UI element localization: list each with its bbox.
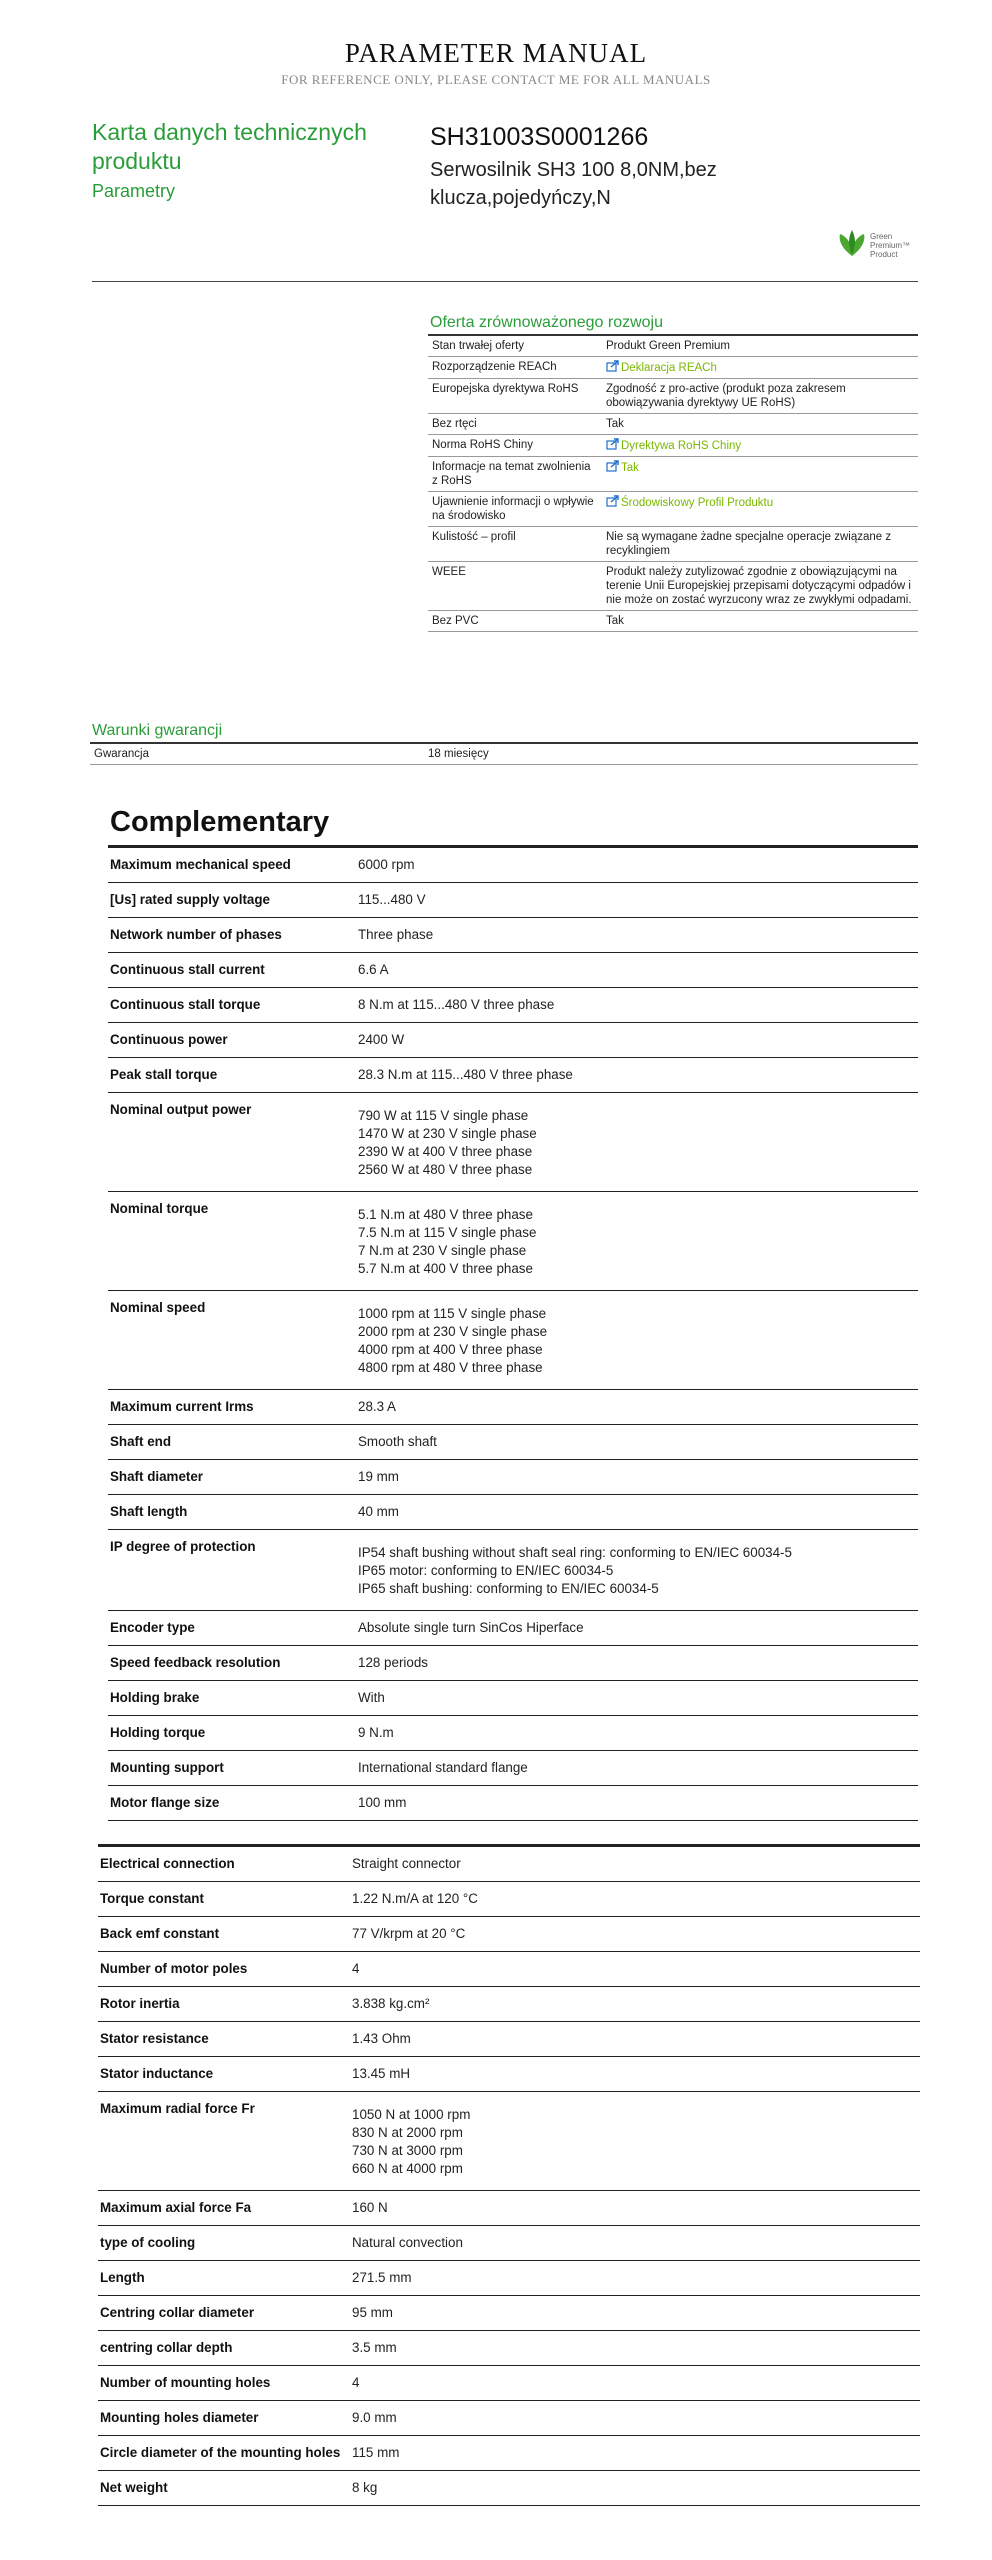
spec-value-line: 830 N at 2000 rpm bbox=[352, 2125, 463, 2140]
table-row bbox=[428, 562, 918, 611]
spec-label bbox=[108, 1460, 358, 1495]
spec-row bbox=[98, 2331, 920, 2366]
spec-label bbox=[108, 1390, 358, 1425]
spec-value bbox=[352, 2366, 920, 2401]
logo-text bbox=[870, 232, 910, 259]
spec-label bbox=[98, 1882, 352, 1917]
spec-row bbox=[108, 1192, 918, 1291]
spec-label bbox=[108, 918, 358, 953]
spec-label bbox=[98, 1846, 352, 1882]
row-label: Gwarancja bbox=[90, 743, 424, 765]
manual-subtitle: FOR REFERENCE ONLY, PLEASE CONTACT ME FOR ALL MANUALS bbox=[281, 72, 711, 87]
logo-text-3: Product bbox=[870, 250, 898, 259]
spec-value-line: 160 N bbox=[352, 2200, 388, 2215]
spec-label bbox=[108, 988, 358, 1023]
row-value: 18 miesięcy bbox=[424, 743, 918, 765]
spec-value bbox=[358, 1058, 918, 1093]
spec-value bbox=[358, 988, 918, 1023]
spec-value-line: Three phase bbox=[358, 927, 434, 942]
spec-value-line: 100 mm bbox=[358, 1795, 407, 1810]
spec-value-line: 730 N at 3000 rpm bbox=[352, 2143, 463, 2158]
row-label: Bez rtęci bbox=[428, 414, 602, 435]
spec-label bbox=[108, 1058, 358, 1093]
row-link[interactable]: Tak bbox=[621, 462, 639, 474]
spec-label-text: Nominal output power bbox=[110, 1102, 252, 1117]
spec-label-text: Mounting support bbox=[110, 1760, 224, 1775]
spec-value-line: 77 V/krpm at 20 °C bbox=[352, 1926, 466, 1941]
spec-label-text: Length bbox=[100, 2270, 145, 2285]
spec-value bbox=[352, 2401, 920, 2436]
table-row bbox=[428, 379, 918, 414]
spec-label bbox=[108, 1530, 358, 1611]
spec-value-line: Natural convection bbox=[352, 2235, 463, 2250]
spec-row bbox=[98, 2226, 920, 2261]
spec-row bbox=[98, 2261, 920, 2296]
table-row bbox=[428, 335, 918, 357]
sustainability-heading: Oferta zrównoważonego rozwoju bbox=[430, 314, 664, 331]
spec-label-text: Motor flange size bbox=[110, 1795, 220, 1810]
spec-label-text: Electrical connection bbox=[100, 1856, 235, 1871]
spec-value-line: 3.5 mm bbox=[352, 2340, 397, 2355]
spec-row bbox=[98, 1917, 920, 1952]
spec-label-text: Continuous power bbox=[110, 1032, 228, 1047]
spec-label-text: centring collar depth bbox=[100, 2340, 233, 2355]
spec-value-line: 2400 W bbox=[358, 1032, 405, 1047]
spec-label bbox=[98, 1987, 352, 2022]
spec-row bbox=[98, 2296, 920, 2331]
spec-label bbox=[98, 2191, 352, 2226]
table-row bbox=[428, 527, 918, 562]
spec-value-line: 115...480 V bbox=[358, 892, 426, 907]
spec-value-line: International standard flange bbox=[358, 1760, 528, 1775]
spec-label bbox=[98, 2296, 352, 2331]
spec-value-line: 2390 W at 400 V three phase bbox=[358, 1144, 533, 1159]
row-link-cell bbox=[602, 457, 918, 492]
spec-value-line: 28.3 N.m at 115...480 V three phase bbox=[358, 1067, 573, 1082]
spec-row bbox=[108, 1058, 918, 1093]
sheet-title-block bbox=[92, 118, 412, 204]
spec-row bbox=[108, 988, 918, 1023]
product-description: Serwosilnik SH3 100 8,0NM,bez klucza,pojedyńczy,N bbox=[430, 159, 717, 209]
spec-value-line: 6000 rpm bbox=[358, 857, 415, 872]
spec-row bbox=[98, 1846, 920, 1882]
row-value: Produkt Green Premium bbox=[602, 335, 918, 357]
spec-value-line: 5.7 N.m at 400 V three phase bbox=[358, 1261, 533, 1276]
row-value: Nie są wymagane żadne specjalne operacje związane z recyklingiem bbox=[602, 527, 918, 562]
spec-value bbox=[358, 883, 918, 918]
row-link[interactable]: Dyrektywa RoHS Chiny bbox=[621, 440, 742, 452]
spec-label bbox=[98, 2022, 352, 2057]
spec-value-line: Absolute single turn SinCos Hiperface bbox=[358, 1620, 584, 1635]
spec-label-text: Number of motor poles bbox=[100, 1961, 248, 1976]
spec-label bbox=[108, 1681, 358, 1716]
spec-label-text: Shaft length bbox=[110, 1504, 188, 1519]
spec-label-text: Network number of phases bbox=[110, 927, 282, 942]
spec-row bbox=[98, 2436, 920, 2471]
specifications-table bbox=[98, 1844, 920, 2506]
spec-row bbox=[108, 1611, 918, 1646]
spec-label-text: Nominal speed bbox=[110, 1300, 206, 1315]
spec-value-line: 4000 rpm at 400 V three phase bbox=[358, 1342, 543, 1357]
spec-label bbox=[98, 1952, 352, 1987]
spec-label-text: Net weight bbox=[100, 2480, 168, 2495]
spec-label bbox=[108, 1495, 358, 1530]
spec-label-text: Number of mounting holes bbox=[100, 2375, 271, 2390]
spec-label bbox=[108, 953, 358, 988]
spec-value-line: 4800 rpm at 480 V three phase bbox=[358, 1360, 543, 1375]
spec-value-line: 4 bbox=[352, 2375, 360, 2390]
table-row bbox=[428, 357, 918, 379]
spec-row bbox=[108, 1460, 918, 1495]
spec-label bbox=[98, 1917, 352, 1952]
spec-value-line: 5.1 N.m at 480 V three phase bbox=[358, 1207, 533, 1222]
leaf-icon bbox=[836, 228, 868, 258]
spec-row bbox=[98, 2401, 920, 2436]
spec-value-line: 1.43 Ohm bbox=[352, 2031, 411, 2046]
spec-label-text: [Us] rated supply voltage bbox=[110, 892, 270, 907]
spec-value-line: 1470 W at 230 V single phase bbox=[358, 1126, 537, 1141]
spec-label bbox=[108, 883, 358, 918]
spec-label-text: Rotor inertia bbox=[100, 1996, 180, 2011]
spec-row bbox=[98, 1987, 920, 2022]
spec-value-line: 7.5 N.m at 115 V single phase bbox=[358, 1225, 537, 1240]
spec-value bbox=[358, 1751, 918, 1786]
spec-row bbox=[108, 1681, 918, 1716]
spec-value bbox=[352, 2296, 920, 2331]
spec-value bbox=[352, 2226, 920, 2261]
spec-value bbox=[358, 1646, 918, 1681]
spec-row bbox=[108, 1786, 918, 1821]
row-label: WEEE bbox=[428, 562, 602, 611]
spec-row bbox=[108, 1390, 918, 1425]
spec-value-line: 40 mm bbox=[358, 1504, 399, 1519]
spec-value-line: 95 mm bbox=[352, 2305, 393, 2320]
row-label: Informacje na temat zwolnienia z RoHS bbox=[428, 457, 602, 492]
spec-value-line: 6.6 A bbox=[358, 962, 389, 977]
spec-value-line: 128 periods bbox=[358, 1655, 428, 1670]
spec-label bbox=[108, 1291, 358, 1390]
product-reference: SH31003S0001266 bbox=[430, 123, 649, 151]
spec-label bbox=[98, 2057, 352, 2092]
spec-value-line: 9 N.m bbox=[358, 1725, 394, 1740]
product-header bbox=[430, 122, 850, 212]
spec-row bbox=[108, 1023, 918, 1058]
spec-value bbox=[352, 1846, 920, 1882]
spec-value-line: 28.3 A bbox=[358, 1399, 396, 1414]
document-link-icon bbox=[606, 438, 620, 450]
spec-label-text: Nominal torque bbox=[110, 1201, 209, 1216]
spec-row bbox=[108, 883, 918, 918]
row-label: Ujawnienie informacji o wpływie na środowisko bbox=[428, 492, 602, 527]
spec-label bbox=[98, 2226, 352, 2261]
spec-row bbox=[108, 953, 918, 988]
spec-value bbox=[358, 1093, 918, 1192]
spec-value-line: 790 W at 115 V single phase bbox=[358, 1108, 529, 1123]
spec-value-line: 2560 W at 480 V three phase bbox=[358, 1162, 533, 1177]
spec-label bbox=[108, 1646, 358, 1681]
spec-value bbox=[358, 1786, 918, 1821]
spec-label-text: Continuous stall torque bbox=[110, 997, 261, 1012]
spec-label bbox=[108, 1751, 358, 1786]
spec-value bbox=[358, 1611, 918, 1646]
spec-label bbox=[108, 1093, 358, 1192]
spec-row bbox=[98, 1952, 920, 1987]
spec-value-line: 271.5 mm bbox=[352, 2270, 412, 2285]
spec-label bbox=[98, 2471, 352, 2506]
spec-value-line: IP65 shaft bushing: conforming to EN/IEC 60034-5 bbox=[358, 1581, 659, 1596]
row-label: Bez PVC bbox=[428, 611, 602, 632]
spec-row bbox=[108, 1716, 918, 1751]
spec-row bbox=[108, 1751, 918, 1786]
logo-text-2: Premium™ bbox=[870, 241, 911, 250]
spec-row bbox=[98, 1882, 920, 1917]
spec-label-text: Maximum current Irms bbox=[110, 1399, 254, 1414]
spec-label-text: Shaft diameter bbox=[110, 1469, 204, 1484]
spec-label bbox=[98, 2436, 352, 2471]
row-link[interactable]: Deklaracja REACh bbox=[621, 362, 717, 374]
spec-row bbox=[108, 1495, 918, 1530]
spec-value-line: 4 bbox=[352, 1961, 360, 1976]
spec-value bbox=[358, 1530, 918, 1611]
spec-value-line: IP54 shaft bushing without shaft seal ring: conforming to EN/IEC 60034-5 bbox=[358, 1545, 792, 1560]
table-row bbox=[428, 435, 918, 457]
row-value: Tak bbox=[602, 414, 918, 435]
spec-value-line: 9.0 mm bbox=[352, 2410, 397, 2425]
spec-label-text: Holding brake bbox=[110, 1690, 200, 1705]
spec-value-line: Straight connector bbox=[352, 1856, 461, 1871]
spec-value bbox=[352, 2057, 920, 2092]
spec-value bbox=[352, 2191, 920, 2226]
spec-value-line: 1050 N at 1000 rpm bbox=[352, 2107, 471, 2122]
spec-value-line: 8 N.m at 115...480 V three phase bbox=[358, 997, 555, 1012]
sheet-title: Karta danych technicznych produktu bbox=[92, 119, 367, 174]
spec-value-line: 660 N at 4000 rpm bbox=[352, 2161, 463, 2176]
spec-label bbox=[108, 1192, 358, 1291]
document-link-icon bbox=[606, 495, 620, 507]
spec-row bbox=[98, 2191, 920, 2226]
row-label: Europejska dyrektywa RoHS bbox=[428, 379, 602, 414]
spec-value bbox=[358, 1425, 918, 1460]
spec-label bbox=[108, 1023, 358, 1058]
spec-value bbox=[352, 2471, 920, 2506]
spec-row bbox=[108, 918, 918, 953]
spec-value bbox=[358, 1495, 918, 1530]
spec-label bbox=[108, 847, 358, 883]
logo-text-1: Green bbox=[870, 232, 893, 241]
table-row bbox=[428, 611, 918, 632]
table-row bbox=[90, 743, 918, 765]
spec-label bbox=[108, 1716, 358, 1751]
spec-label bbox=[98, 2401, 352, 2436]
spec-value-line: 3.838 kg.cm² bbox=[352, 1996, 430, 2011]
spec-value bbox=[352, 2092, 920, 2191]
spec-value bbox=[358, 1390, 918, 1425]
spec-value bbox=[358, 918, 918, 953]
spec-label-text: Maximum mechanical speed bbox=[110, 857, 291, 872]
spec-value bbox=[352, 2436, 920, 2471]
row-label: Kulistość – profil bbox=[428, 527, 602, 562]
spec-label-text: Maximum radial force Fr bbox=[100, 2101, 255, 2116]
complementary-table bbox=[108, 845, 918, 1821]
spec-label-text: Back emf constant bbox=[100, 1926, 220, 1941]
spec-label-text: Speed feedback resolution bbox=[110, 1655, 281, 1670]
spec-value bbox=[358, 1291, 918, 1390]
warranty-table bbox=[90, 742, 918, 765]
spec-row bbox=[98, 2366, 920, 2401]
spec-value bbox=[352, 1882, 920, 1917]
spec-row bbox=[98, 2057, 920, 2092]
row-value: Produkt należy zutylizować zgodnie z obowiązującymi na terenie Unii Europejskiej przepisami dotyczącymi odpadów i nie może on zostać wyrzucony wraz ze zwykłymi odpadami. bbox=[602, 562, 918, 611]
spec-value-line: 1.22 N.m/A at 120 °C bbox=[352, 1891, 478, 1906]
spec-row bbox=[108, 1646, 918, 1681]
spec-label-text: Torque constant bbox=[100, 1891, 204, 1906]
spec-value bbox=[358, 1716, 918, 1751]
spec-value bbox=[352, 1917, 920, 1952]
spec-value bbox=[352, 1952, 920, 1987]
spec-value-line: 1000 rpm at 115 V single phase bbox=[358, 1306, 547, 1321]
spec-label-text: Continuous stall current bbox=[110, 962, 265, 977]
spec-label bbox=[98, 2366, 352, 2401]
spec-row bbox=[108, 1093, 918, 1192]
spec-value-line: 13.45 mH bbox=[352, 2066, 411, 2081]
spec-label-text: Maximum axial force Fa bbox=[100, 2200, 252, 2215]
spec-value bbox=[358, 1460, 918, 1495]
spec-label-text: Circle diameter of the mounting holes bbox=[100, 2445, 341, 2460]
spec-value bbox=[352, 1987, 920, 2022]
spec-row bbox=[108, 1425, 918, 1460]
row-label: Stan trwałej oferty bbox=[428, 335, 602, 357]
spec-row bbox=[98, 2092, 920, 2191]
spec-value bbox=[352, 2331, 920, 2366]
spec-label bbox=[98, 2261, 352, 2296]
spec-value bbox=[358, 1192, 918, 1291]
spec-row bbox=[108, 1291, 918, 1390]
spec-value bbox=[358, 1023, 918, 1058]
header-divider bbox=[92, 281, 918, 282]
spec-value bbox=[358, 847, 918, 883]
spec-label-text: Peak stall torque bbox=[110, 1067, 218, 1082]
spec-value-line: IP65 motor: conforming to EN/IEC 60034-5 bbox=[358, 1563, 614, 1578]
row-link-cell bbox=[602, 492, 918, 527]
spec-label bbox=[98, 2092, 352, 2191]
spec-value-line: 19 mm bbox=[358, 1469, 399, 1484]
spec-row bbox=[108, 847, 918, 883]
row-label: Norma RoHS Chiny bbox=[428, 435, 602, 457]
spec-value bbox=[358, 953, 918, 988]
spec-value-line: 7 N.m at 230 V single phase bbox=[358, 1243, 527, 1258]
spec-label bbox=[98, 2331, 352, 2366]
spec-value bbox=[352, 2022, 920, 2057]
warranty-heading: Warunki gwarancji bbox=[92, 722, 223, 739]
row-link-cell bbox=[602, 435, 918, 457]
spec-value-line: 2000 rpm at 230 V single phase bbox=[358, 1324, 548, 1339]
spec-value bbox=[358, 1681, 918, 1716]
spec-row bbox=[108, 1530, 918, 1611]
sustainability-table bbox=[428, 334, 918, 632]
row-value: Tak bbox=[602, 611, 918, 632]
document-link-icon bbox=[606, 360, 620, 372]
row-value: Zgodność z pro-active (produkt poza zakresem obowiązywania dyrektywy UE RoHS) bbox=[602, 379, 918, 414]
table-row bbox=[428, 414, 918, 435]
spec-label bbox=[108, 1786, 358, 1821]
row-label: Rozporządzenie REACh bbox=[428, 357, 602, 379]
document-link-icon bbox=[606, 460, 620, 472]
spec-label-text: Encoder type bbox=[110, 1620, 195, 1635]
table-row bbox=[428, 492, 918, 527]
row-link-cell bbox=[602, 357, 918, 379]
spec-value-line: 115 mm bbox=[352, 2445, 400, 2460]
spec-value-line: With bbox=[358, 1690, 385, 1705]
spec-label bbox=[108, 1425, 358, 1460]
spec-label-text: Holding torque bbox=[110, 1725, 206, 1740]
params-label: Parametry bbox=[92, 181, 176, 201]
spec-label-text: Centring collar diameter bbox=[100, 2305, 255, 2320]
spec-label-text: Mounting holes diameter bbox=[100, 2410, 259, 2425]
complementary-title: Complementary bbox=[110, 806, 330, 838]
spec-value-line: Smooth shaft bbox=[358, 1434, 437, 1449]
green-premium-logo bbox=[836, 226, 926, 262]
spec-value bbox=[352, 2261, 920, 2296]
spec-label-text: Shaft end bbox=[110, 1434, 172, 1449]
spec-label-text: type of cooling bbox=[100, 2235, 196, 2250]
manual-title: PARAMETER MANUAL bbox=[344, 38, 648, 68]
spec-label-text: IP degree of protection bbox=[110, 1539, 256, 1554]
spec-value-line: 8 kg bbox=[352, 2480, 378, 2495]
spec-row bbox=[98, 2471, 920, 2506]
table-row bbox=[428, 457, 918, 492]
spec-row bbox=[98, 2022, 920, 2057]
spec-label-text: Stator inductance bbox=[100, 2066, 214, 2081]
spec-label-text: Stator resistance bbox=[100, 2031, 209, 2046]
row-link[interactable]: Środowiskowy Profil Produktu bbox=[621, 497, 774, 509]
spec-label bbox=[108, 1611, 358, 1646]
